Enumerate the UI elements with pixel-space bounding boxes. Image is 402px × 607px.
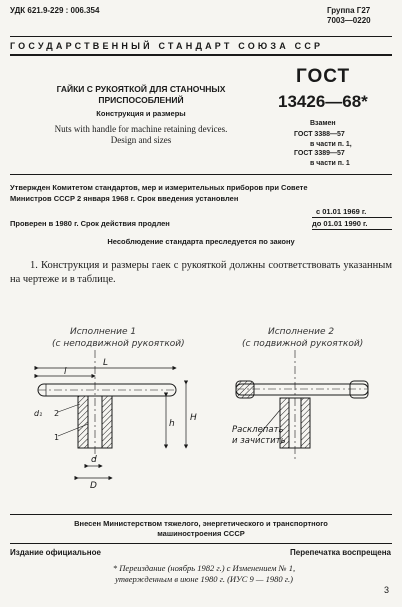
gosstandard-heading: ГОСУДАРСТВЕННЫЙ СТАНДАРТ СОЮЗА ССР bbox=[10, 41, 324, 51]
penalty-notice: Несоблюдение стандарта преследуется по закону bbox=[107, 237, 295, 246]
replaced-line1: ГОСТ 3388—57 bbox=[294, 131, 345, 138]
gost-number: 13426—68* bbox=[278, 92, 368, 111]
label-L: L bbox=[103, 358, 109, 368]
label-H: H bbox=[190, 413, 197, 423]
replaced-line3: ГОСТ 3389—57 bbox=[294, 150, 345, 157]
version1-subtitle: (с неподвижной рукояткой) bbox=[52, 339, 185, 349]
replaced-line4: в части п. 1 bbox=[310, 159, 350, 167]
leader-line-2 bbox=[58, 404, 80, 412]
callout-1: 1 bbox=[54, 433, 60, 442]
replaces-label: Взамен bbox=[310, 120, 336, 127]
title-line1: ГАЙКИ С РУКОЯТКОЙ ДЛЯ СТАНОЧНЫХ bbox=[56, 84, 226, 94]
version2-title: Исполнение 2 bbox=[268, 327, 335, 337]
gost-label: ГОСТ bbox=[296, 66, 351, 87]
effective-date: с 01.01 1969 г. bbox=[316, 207, 367, 216]
group-line1: Группа Г27 bbox=[327, 6, 371, 15]
introduced-by bbox=[10, 519, 392, 539]
reprint-prohibited: Перепечатка воспрещена bbox=[290, 548, 391, 557]
footer-rule-bottom bbox=[10, 543, 392, 544]
version2-subtitle: (с подвижной рукояткой) bbox=[242, 339, 364, 349]
version1-title: Исполнение 1 bbox=[70, 327, 137, 337]
introduced-line2: машиностроения СССР bbox=[157, 529, 245, 538]
callout-2: 2 bbox=[54, 409, 60, 418]
group-line2: 7003—0220 bbox=[327, 16, 371, 25]
reissue-line1: * Переиздание (ноябрь 1982 г.) с Изменением № 1, bbox=[112, 563, 296, 573]
handle-end-left bbox=[236, 381, 254, 398]
extended-date: до 01.01 1990 г. bbox=[312, 219, 368, 228]
english-line1: Nuts with handle for machine retaining devices. bbox=[54, 124, 228, 134]
label-l: l bbox=[64, 367, 67, 377]
label-h: h bbox=[169, 419, 175, 429]
movable-handle-bar bbox=[236, 384, 368, 395]
introduced-line1: Внесен Министерством тяжелого, энергетического и транспортного bbox=[74, 519, 328, 528]
document-subtitle: Конструкция и размеры bbox=[96, 109, 186, 118]
footer-rule-top bbox=[10, 514, 392, 515]
approval-line2: Министров СССР 2 января 1968 г. Срок введения установлен bbox=[10, 193, 239, 203]
official-edition: Издание официальное bbox=[10, 548, 101, 557]
label-D: D bbox=[90, 481, 97, 491]
page-number: 3 bbox=[384, 585, 390, 595]
replaced-line2: в части п. 1, bbox=[310, 140, 352, 148]
reissue-line2: утвержденным в июне 1980 г. (ИУС 9 — 1980 г.) bbox=[115, 574, 293, 584]
english-line2: Design and sizes bbox=[110, 135, 172, 145]
udk-code: УДК 621.9-229 : 006.354 bbox=[10, 6, 100, 15]
flare-note-line1: Расклепать bbox=[232, 425, 284, 435]
label-d: d bbox=[91, 455, 97, 465]
label-d1: d₁ bbox=[34, 409, 43, 418]
version1-drawing bbox=[38, 350, 186, 478]
body-paragraph: 1. Конструкция и размеры гаек с рукояткой должны соответствовать указанным на чертеже и в таблице. bbox=[10, 260, 392, 285]
title-line2: ПРИСПОСОБЛЕНИЙ bbox=[98, 95, 184, 105]
approval-line1: Утвержден Комитетом стандартов, мер и измерительных приборов при Совете bbox=[10, 183, 308, 192]
flare-note-line2: и зачистить bbox=[232, 436, 286, 446]
checked-statement: Проверен в 1980 г. Срок действия продлен bbox=[10, 219, 170, 228]
reissue-note bbox=[64, 563, 344, 585]
